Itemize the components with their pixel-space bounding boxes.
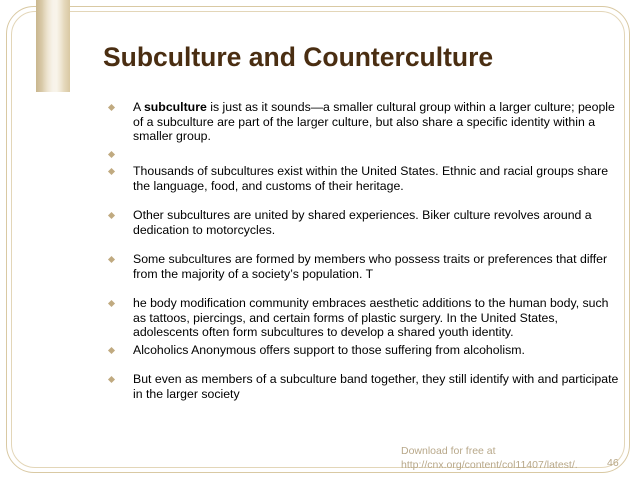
bullet-text: But even as members of a subculture band together, they still identify with and participate in the larger society	[133, 372, 619, 401]
diamond-bullet-icon	[108, 168, 115, 175]
bullet-text: Thousands of subcultures exist within the United States. Ethnic and racial groups share the language, food, and customs of their heritage.	[133, 164, 609, 193]
diamond-bullet-icon	[108, 376, 115, 383]
bullet-item	[109, 164, 619, 193]
bullet-item-empty	[109, 147, 619, 162]
bullet-text: Some subcultures are formed by members who possess traits or preferences that differ from the majority of a society’s population. T	[133, 252, 608, 281]
footer-source	[401, 444, 611, 472]
slide-title: Subculture and Counterculture	[103, 42, 494, 72]
diamond-bullet-icon	[108, 212, 115, 219]
bullet-item	[109, 252, 619, 281]
bullet-item	[109, 208, 619, 237]
bullet-item	[109, 343, 619, 358]
bullet-text: Other subcultures are united by shared experiences. Biker culture revolves around a dedication to motorcycles.	[133, 208, 592, 237]
bold-term: subculture	[143, 100, 207, 114]
diamond-bullet-icon	[108, 104, 115, 111]
decorative-ribbon	[36, 0, 70, 92]
bullet-item	[109, 372, 619, 401]
diamond-bullet-icon	[108, 150, 115, 157]
bullet-text: he body modification community embraces aesthetic additions to the human body, such as tattoos, piercings, and certain forms of plastic surgery. In the United States, adolescents often form subcultures to develop a shared youth identity.	[133, 296, 609, 339]
bullet-text: A subculture is just as it sounds—a smaller cultural group within a larger culture; people of a subculture are part of the larger culture, but also share a specific identity within a smaller group.	[133, 100, 615, 143]
bullet-item	[109, 100, 619, 144]
footer-link[interactable]: http://cnx.org/content/col11407/latest/.	[401, 459, 578, 471]
diamond-bullet-icon	[108, 346, 115, 353]
bullet-text: Alcoholics Anonymous offers support to those suffering from alcoholism.	[133, 342, 525, 357]
footer-line-1: Download for free at	[401, 445, 496, 457]
bullet-item	[109, 296, 619, 340]
diamond-bullet-icon	[108, 300, 115, 307]
page-number: 46	[607, 457, 619, 469]
diamond-bullet-icon	[108, 256, 115, 263]
bullet-list	[109, 100, 619, 401]
